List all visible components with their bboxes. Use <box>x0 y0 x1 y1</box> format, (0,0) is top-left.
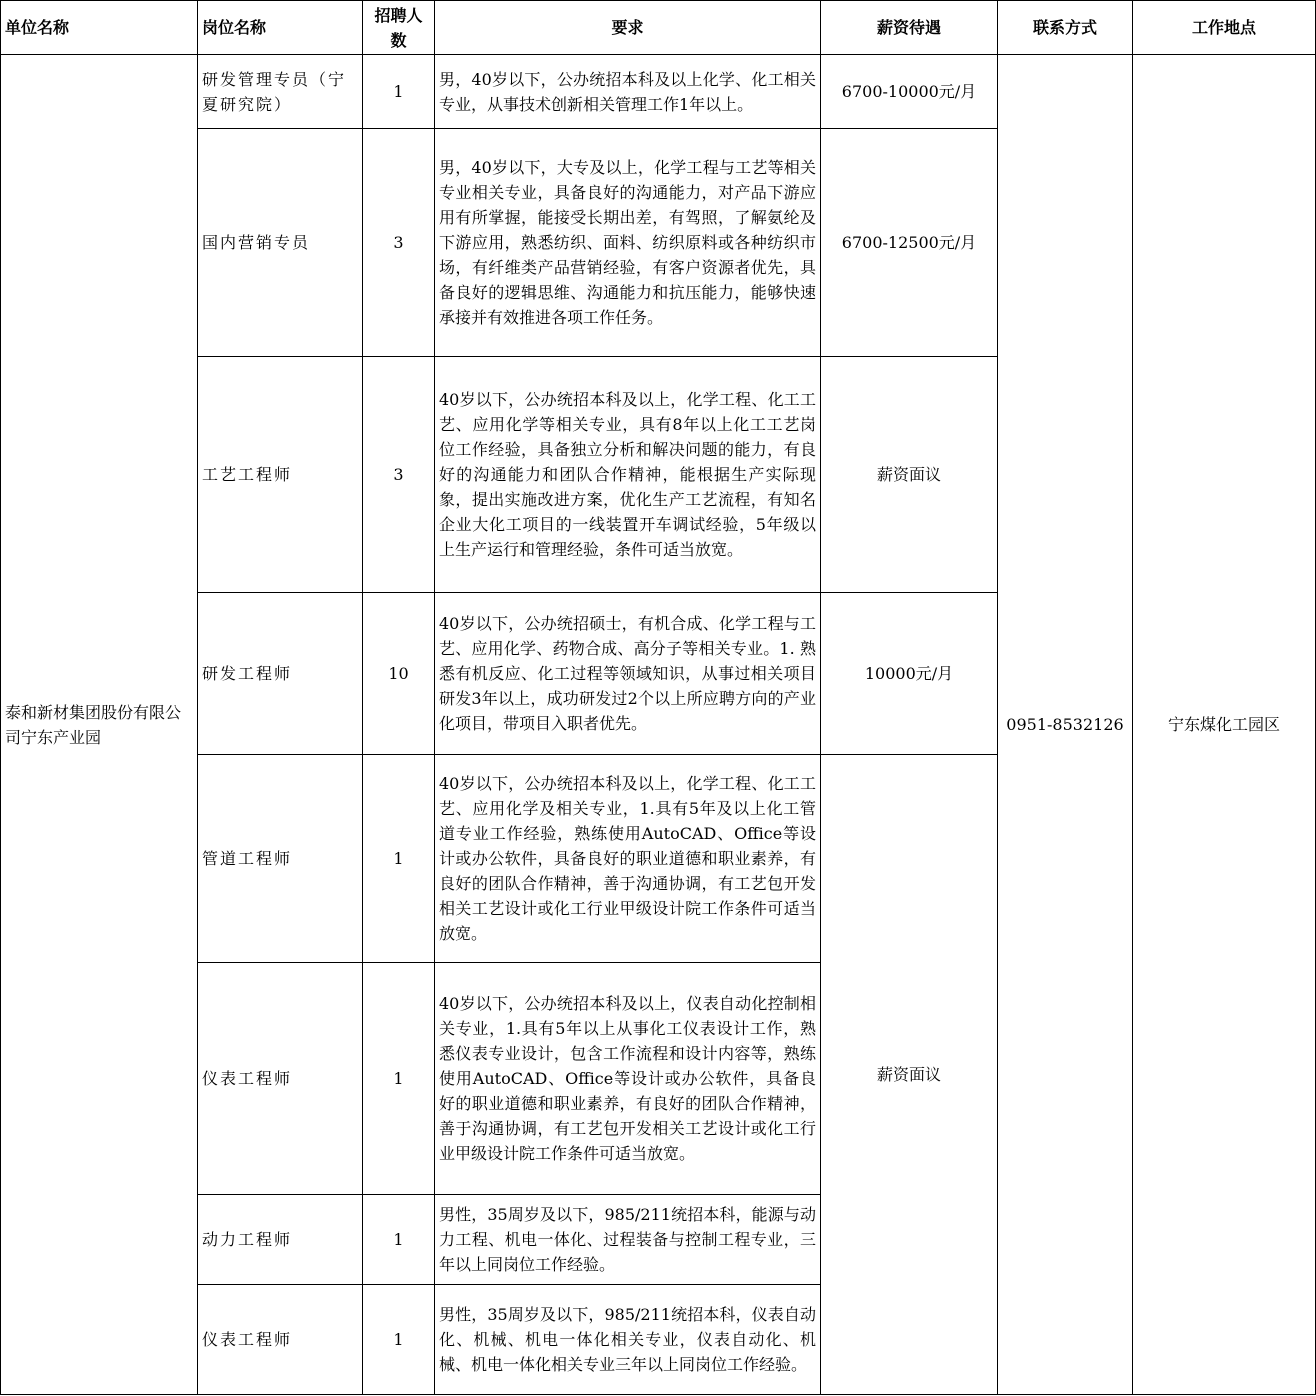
count-cell: 1 <box>363 55 435 129</box>
header-count: 招聘人数 <box>363 1 435 55</box>
requirements-cell: 男，40岁以下，大专及以上，化学工程与工艺等相关专业相关专业，具备良好的沟通能力，对产品下游应用有所掌握，能接受长期出差，有驾照，了解氨纶及下游应用，熟悉纺织、面料、纺织原料或各种纺织市场，有纤维类产品营销经验，有客户资源者优先，具备良好的逻辑思维、沟通能力和抗压能力，能够快速承接并有效推进各项工作任务。 <box>435 129 821 357</box>
position-cell: 研发工程师 <box>198 593 363 755</box>
count-cell: 3 <box>363 357 435 593</box>
requirements-cell: 男，40岁以下，公办统招本科及以上化学、化工相关专业，从事技术创新相关管理工作1年以上。 <box>435 55 821 129</box>
count-cell: 1 <box>363 1285 435 1395</box>
requirements-cell: 男性，35周岁及以下，985/211统招本科，能源与动力工程、机电一体化、过程装备与控制工程专业，三年以上同岗位工作经验。 <box>435 1195 821 1285</box>
count-cell: 10 <box>363 593 435 755</box>
position-cell: 动力工程师 <box>198 1195 363 1285</box>
salary-cell: 薪资面议 <box>821 357 998 593</box>
requirements-cell: 40岁以下，公办统招本科及以上，化学工程、化工工艺、应用化学等相关专业，具有8年以上化工工艺岗位工作经验，具备独立分析和解决问题的能力，有良好的沟通能力和团队合作精神，能根据生产实际现象，提出实施改进方案，优化生产工艺流程，有知名企业大化工项目的一线装置开车调试经验，5年级以上生产运行和管理经验，条件可适当放宽。 <box>435 357 821 593</box>
unit-name-cell: 泰和新材集团股份有限公司宁东产业园 <box>1 55 198 1395</box>
count-cell: 1 <box>363 755 435 963</box>
requirements-cell: 40岁以下，公办统招本科及以上，仪表自动化控制相关专业，1.具有5年以上从事化工仪表设计工作，熟悉仪表专业设计，包含工作流程和设计内容等，熟练使用AutoCAD、Office等设计或办公软件，具备良好的职业道德和职业素养，有良好的团队合作精神，善于沟通协调，有工艺包开发相关工艺设计或化工行业甲级设计院工作条件可适当放宽。 <box>435 963 821 1195</box>
position-cell: 仪表工程师 <box>198 1285 363 1395</box>
merged-salary-cell: 薪资面议 <box>821 755 998 1395</box>
position-cell: 研发管理专员（宁夏研究院） <box>198 55 363 129</box>
header-position: 岗位名称 <box>198 1 363 55</box>
requirements-cell: 40岁以下，公办统招本科及以上，化学工程、化工工艺、应用化学及相关专业，1.具有5年及以上化工管道专业工作经验，熟练使用AutoCAD、Office等设计或办公软件，具备良好的职业道德和职业素养，有良好的团队合作精神，善于沟通协调，有工艺包开发相关工艺设计或化工行业甲级设计院工作条件可适当放宽。 <box>435 755 821 963</box>
contact-cell: 0951-8532126 <box>998 55 1133 1395</box>
header-salary: 薪资待遇 <box>821 1 998 55</box>
position-cell: 仪表工程师 <box>198 963 363 1195</box>
count-cell: 1 <box>363 1195 435 1285</box>
header-contact: 联系方式 <box>998 1 1133 55</box>
header-row <box>1 1 1316 55</box>
header-unit: 单位名称 <box>1 1 198 55</box>
requirements-cell: 40岁以下，公办统招硕士，有机合成、化学工程与工艺、应用化学、药物合成、高分子等相关专业。1. 熟悉有机反应、化工过程等领域知识，从事过相关项目研发3年以上，成功研发过2个以上所应聘方向的产业化项目，带项目入职者优先。 <box>435 593 821 755</box>
salary-cell: 6700-10000元/月 <box>821 55 998 129</box>
position-cell: 国内营销专员 <box>198 129 363 357</box>
position-cell: 管道工程师 <box>198 755 363 963</box>
location-cell: 宁东煤化工园区 <box>1133 55 1316 1395</box>
count-cell: 1 <box>363 963 435 1195</box>
header-requirements: 要求 <box>435 1 821 55</box>
position-cell: 工艺工程师 <box>198 357 363 593</box>
salary-cell: 6700-12500元/月 <box>821 129 998 357</box>
count-cell: 3 <box>363 129 435 357</box>
salary-cell: 10000元/月 <box>821 593 998 755</box>
header-location: 工作地点 <box>1133 1 1316 55</box>
requirements-cell: 男性，35周岁及以下，985/211统招本科，仪表自动化、机械、机电一体化相关专业，仪表自动化、机械、机电一体化相关专业三年以上同岗位工作经验。 <box>435 1285 821 1395</box>
table-row <box>1 55 1316 129</box>
